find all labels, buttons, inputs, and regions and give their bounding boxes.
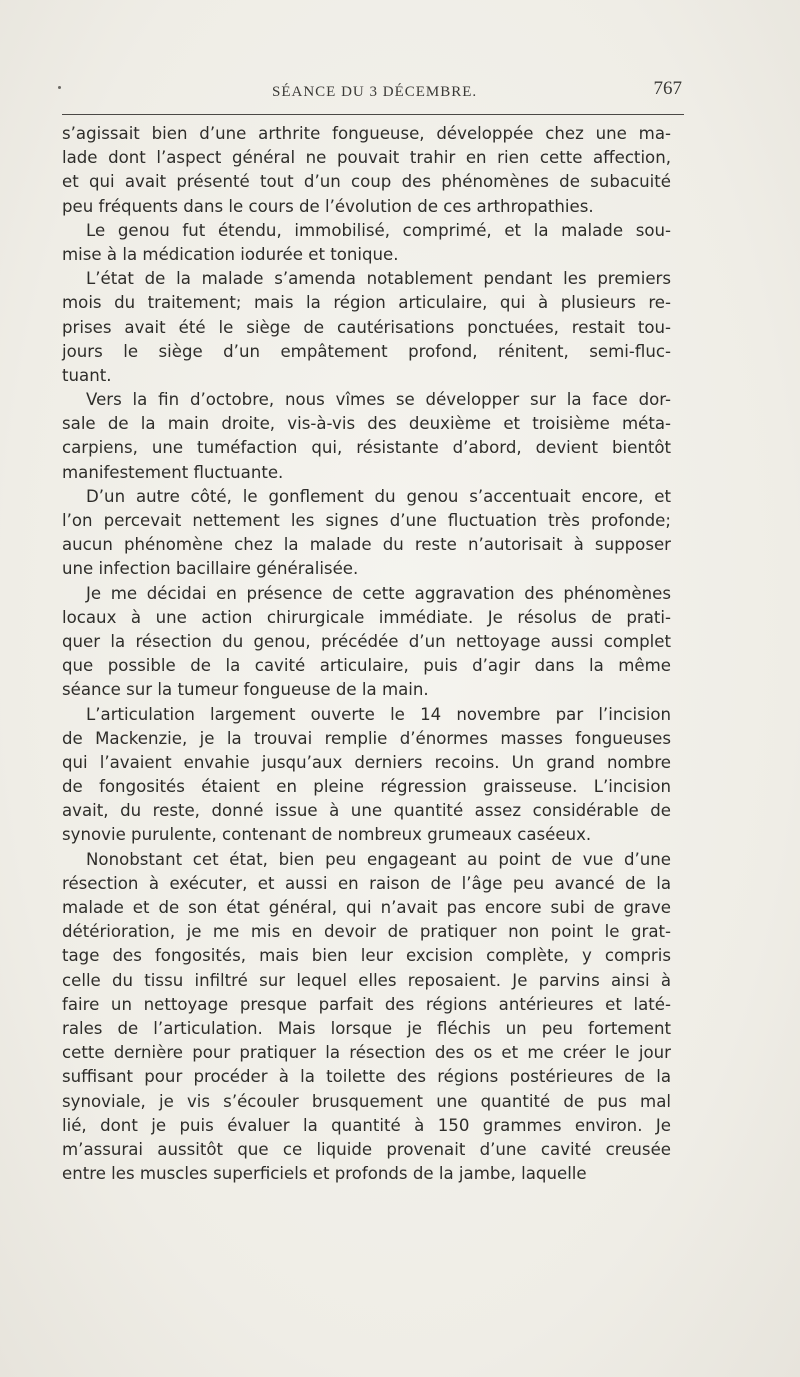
text-line: prises avait été le siège de cautérisations ponctuées, restait tou- — [62, 317, 671, 337]
text-line: Je me décidai en présence de cette aggravation des phénomènes — [86, 583, 671, 603]
text-line: résection à exécuter, et aussi en raison de l’âge peu avancé de la — [62, 873, 671, 893]
body-text — [62, 122, 671, 1186]
paragraph — [62, 582, 671, 703]
text-line: lade dont l’aspect général ne pouvait trahir en rien cette affection, — [62, 148, 671, 168]
text-line: Vers la fin d’octobre, nous vîmes se développer sur la face dor- — [86, 390, 671, 410]
text-line: Nonobstant cet état, bien peu engageant au point de vue d’une — [86, 849, 671, 869]
paragraph — [62, 388, 671, 485]
text-line: rales de l’articulation. Mais lorsque je fléchis un peu fortement — [62, 1018, 671, 1038]
paragraph — [62, 122, 671, 219]
text-line: synoviale, je vis s’écouler brusquement une quantité de pus mal — [62, 1091, 671, 1111]
paragraph — [62, 848, 671, 1187]
text-line: L’articulation largement ouverte le 14 novembre par l’incision — [86, 704, 671, 724]
text-line: locaux à une action chirurgicale immédiate. Je résolus de prati- — [62, 607, 671, 627]
text-line: aucun phénomène chez la malade du reste n’autorisait à supposer — [62, 535, 671, 555]
text-line: malade et de son état général, qui n’avait pas encore subi de grave — [62, 898, 671, 917]
text-line: sale de la main droite, vis-à-vis des deuxième et troisième méta- — [62, 414, 671, 434]
text-line: séance sur la tumeur fongueuse de la main. — [62, 680, 429, 700]
running-title: SÉANCE DU 3 DÉCEMBRE. — [272, 84, 478, 100]
text-line: qui l’avaient envahie jusqu’aux derniers recoins. Un grand nombre — [62, 752, 671, 772]
text-line: tage des fongosités, mais bien leur excision complète, y compris — [62, 946, 671, 966]
ink-speck — [58, 86, 61, 89]
paragraph — [62, 267, 671, 388]
text-line: faire un nettoyage presque parfait des régions antérieures et laté- — [62, 994, 671, 1014]
text-line: Le genou fut étendu, immobilisé, comprimé, et la malade sou- — [86, 220, 671, 240]
text-line: suffisant pour procéder à la toilette des régions postérieures de la — [62, 1067, 671, 1087]
text-line: m’assurai aussitôt que ce liquide provenait d’une cavité creusée — [62, 1139, 671, 1159]
text-line: jours le siège d’un empâtement profond, rénitent, semi-fluc- — [62, 341, 671, 361]
page-header — [62, 78, 682, 108]
text-line: cette dernière pour pratiquer la résection des os et me créer le jour — [62, 1043, 671, 1063]
text-line: lié, dont je puis évaluer la quantité à 150 grammes environ. Je — [62, 1115, 671, 1135]
paragraph — [62, 703, 671, 848]
text-line: celle du tissu infiltré sur lequel elles reposaient. Je parvins ainsi à — [62, 970, 671, 990]
text-line: peu fréquents dans le cours de l’évolution de ces arthropathies. — [62, 196, 594, 216]
text-line: l’on percevait nettement les signes d’une fluctuation très profonde; — [62, 511, 671, 530]
text-line: une infection bacillaire généralisée. — [62, 559, 359, 579]
text-line: carpiens, une tuméfaction qui, résistante d’abord, devient bientôt — [62, 438, 671, 458]
text-line: manifestement fluctuante. — [62, 462, 284, 482]
text-line: de Mackenzie, je la trouvai remplie d’énormes masses fongueuses — [62, 728, 671, 748]
text-line: détérioration, je me mis en devoir de pratiquer non point le grat- — [62, 922, 671, 942]
text-line: de fongosités étaient en pleine régression graisseuse. L’incision — [62, 777, 671, 797]
text-line: L’état de la malade s’amenda notablement pendant les premiers — [86, 269, 671, 289]
text-line: entre les muscles superficiels et profonds de la jambe, laquelle — [62, 1164, 587, 1184]
header-rule — [62, 114, 684, 115]
paragraph — [62, 485, 671, 582]
text-line: synovie purulente, contenant de nombreux grumeaux caséeux. — [62, 825, 592, 845]
text-line: quer la résection du genou, précédée d’un nettoyage aussi complet — [62, 631, 671, 651]
text-line: D’un autre côté, le gonflement du genou s’accentuait encore, et — [86, 486, 671, 506]
text-line: mois du traitement; mais la région articulaire, qui à plusieurs re- — [62, 293, 671, 313]
text-line: mise à la médication iodurée et tonique. — [62, 244, 399, 264]
text-line: tuant. — [62, 365, 112, 385]
text-line: que possible de la cavité articulaire, puis d’agir dans la même — [62, 656, 671, 676]
text-line: s’agissait bien d’une arthrite fongueuse, développée chez une ma- — [62, 124, 671, 143]
text-line: et qui avait présenté tout d’un coup des phénomènes de subacuité — [62, 172, 671, 192]
text-line: avait, du reste, donné issue à une quantité assez considérable de — [62, 801, 671, 821]
paragraph — [62, 219, 671, 267]
page-number: 767 — [653, 78, 682, 99]
